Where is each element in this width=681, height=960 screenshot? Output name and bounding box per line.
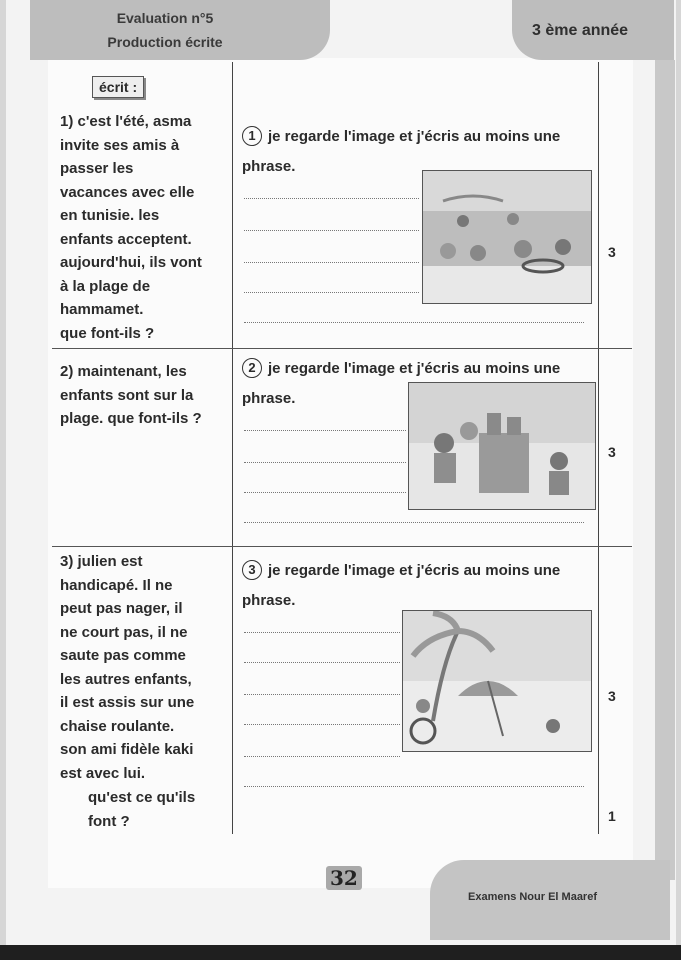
question-3-instruction-text: je regarde l'image et j'écris au moins une phrase. <box>242 562 561 609</box>
answer-line[interactable] <box>244 230 419 231</box>
question-1-instruction-text: je regarde l'image et j'écris au moins une phrase. <box>242 128 561 175</box>
answer-line[interactable] <box>244 632 400 633</box>
footer-tab <box>430 860 670 940</box>
beach-swimming-image <box>422 170 592 304</box>
question-3-text: 3) julien est handicapé. Il ne peut pas nager, il ne court pas, il ne saute pas comme les autres enfants, il est assis sur une chaise roulante. son ami fidèle kaki est avec lui. <box>60 553 195 782</box>
answer-line[interactable] <box>244 694 400 695</box>
question-3-instruction <box>242 556 582 616</box>
row-divider-1 <box>52 348 632 349</box>
answer-line[interactable] <box>244 462 406 463</box>
wheelchair-beach-image <box>402 610 592 752</box>
bottom-band <box>0 945 681 960</box>
grade-header-tab <box>512 0 674 60</box>
question-2-text: 2) maintenant, les enfants sont sur la plage. que font-ils ? <box>60 363 202 427</box>
question-3-extra-score: 1 <box>608 808 616 824</box>
page-edge-shadow <box>655 60 675 880</box>
question-1-text: 1) c'est l'été, asma invite ses amis à passer les vacances avec elle en tunisie. les enfants acceptent. aujourd'hui, ils vont à la plage de hammamet. que font-ils ? <box>60 113 202 342</box>
question-1-score: 3 <box>608 244 616 260</box>
answer-line[interactable] <box>244 492 406 493</box>
question-3-prompt: qu'est ce qu'ils font ? <box>88 789 196 830</box>
ecrit-tag: écrit : <box>92 76 144 98</box>
answer-line[interactable] <box>244 262 419 263</box>
column-divider-left <box>232 62 233 834</box>
column-divider-right <box>598 62 599 834</box>
row-divider-2 <box>52 546 632 547</box>
answer-line[interactable] <box>244 756 400 757</box>
question-2-instruction-text: je regarde l'image et j'écris au moins une phrase. <box>242 360 561 407</box>
question-2-score: 3 <box>608 444 616 460</box>
answer-line[interactable] <box>244 724 400 725</box>
sandcastle-image <box>408 382 596 510</box>
answer-line[interactable] <box>244 322 584 323</box>
beach-swimming-icon <box>423 171 591 303</box>
answer-line[interactable] <box>244 786 584 787</box>
answer-line[interactable] <box>244 662 400 663</box>
wheelchair-beach-icon <box>403 611 591 751</box>
evaluation-subtitle: Production écrite <box>107 34 223 50</box>
question-3-number: 3 <box>242 560 262 580</box>
evaluation-header-tab <box>30 0 330 60</box>
question-3-score: 3 <box>608 688 616 704</box>
sandcastle-icon <box>409 383 595 509</box>
answer-line[interactable] <box>244 430 406 431</box>
answer-line[interactable] <box>244 292 419 293</box>
answer-line[interactable] <box>244 522 584 523</box>
answer-line[interactable] <box>244 198 419 199</box>
evaluation-title: Evaluation n°5 <box>116 10 214 26</box>
question-2-number: 2 <box>242 358 262 378</box>
grade-label: 3 ème année <box>532 22 629 39</box>
publisher-label: Examens Nour El Maaref <box>468 891 597 903</box>
page-number: 32 <box>326 866 362 890</box>
question-1-number: 1 <box>242 126 262 146</box>
